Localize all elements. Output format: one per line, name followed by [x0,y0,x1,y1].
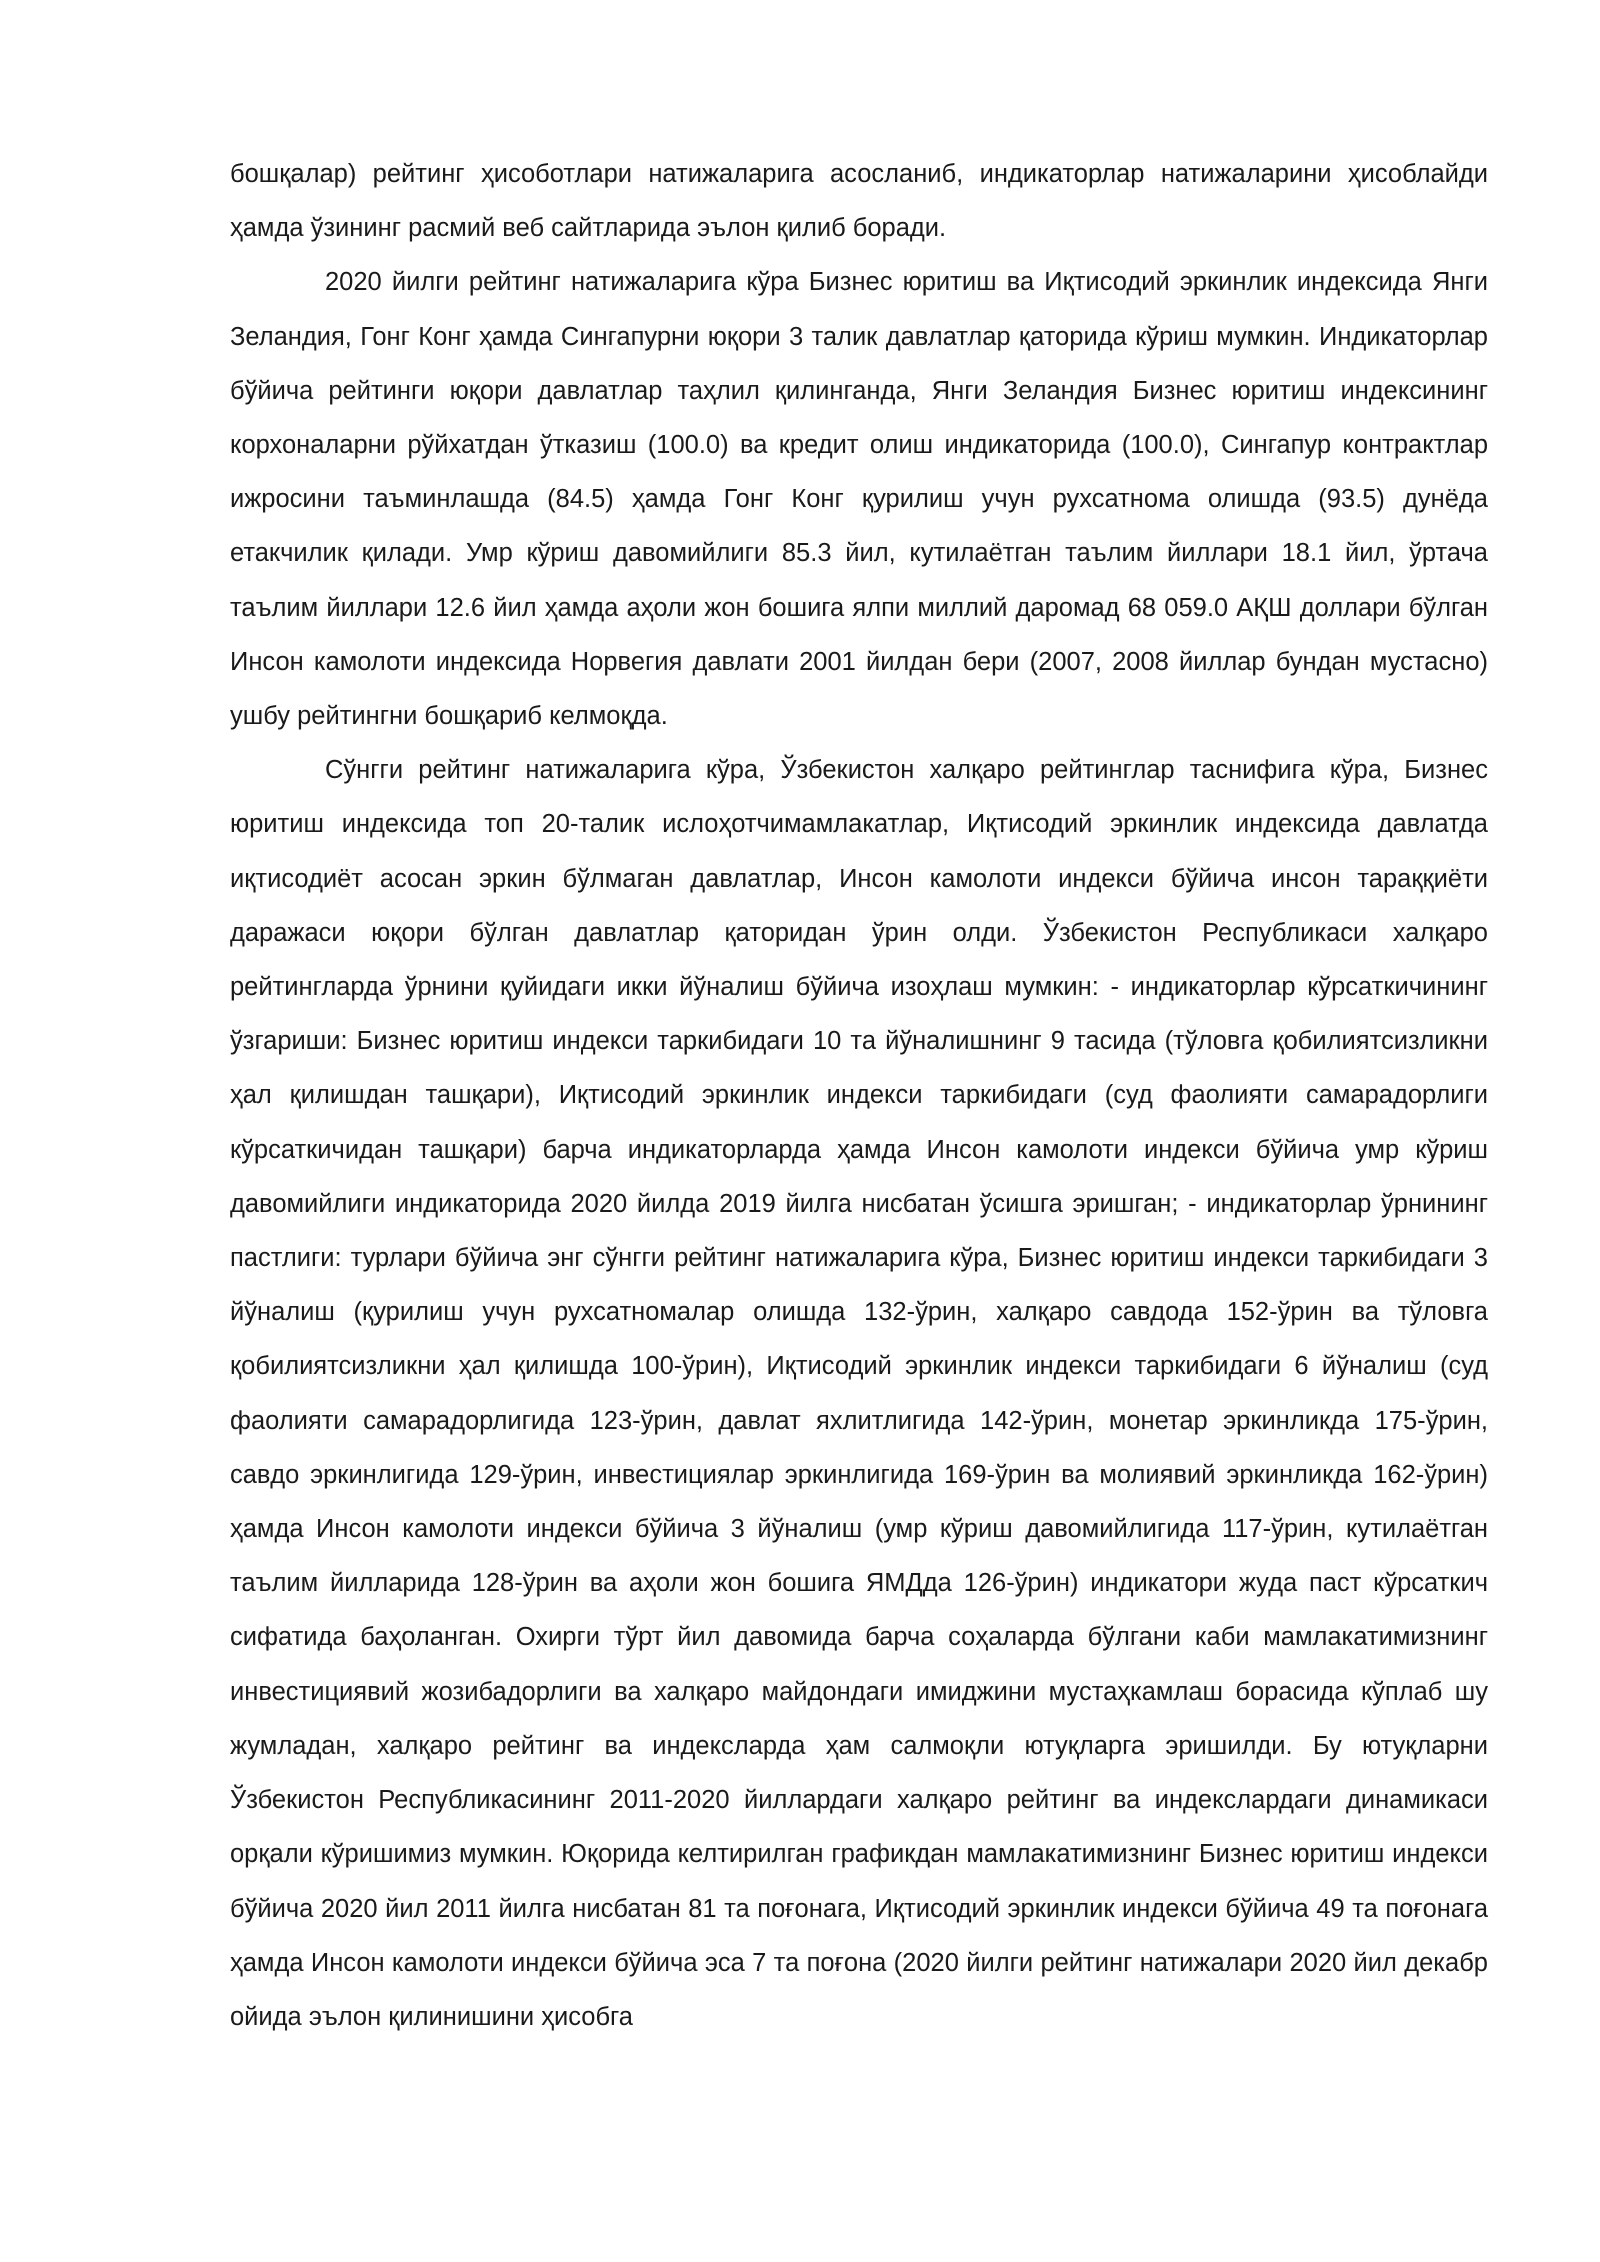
paragraph-continuation: бошқалар) рейтинг ҳисоботлари натижаларига асосланиб, индикаторлар натижаларини ҳисоблайди ҳамда ўзининг расмий веб сайтларида эълон қилиб боради. [230,160,1488,243]
paragraph-uzbekistan-ratings: Сўнгги рейтинг натижаларига кўра, Ўзбекистон халқаро рейтинглар таснифига кўра, Бизнес юритиш индексида топ 20-талик ислоҳотчимамлакатлар, Иқтисодий эркинлик индексида давлатда иқтисодиёт асосан эркин бўлмаган давлатлар, Инсон камолоти индекси бўйича инсон тараққиёти даражаси юқори бўлган давлатлар қаторидан ўрин олди. Ўзбекистон Республикаси халқаро рейтингларда ўрнини қуйидаги икки йўналиш бўйича изоҳлаш мумкин: - индикаторлар кўрсаткичининг ўзгариши: Бизнес юритиш индекси таркибидаги 10 та йўналишнинг 9 тасида (тўловга қобилиятсизликни ҳал қилишдан ташқари), Иқтисодий эркинлик индекси таркибидаги (суд фаолияти самарадорлиги кўрсаткичидан ташқари) барча индикаторларда ҳамда Инсон камолоти индекси бўйича умр кўриш давомийлиги индикаторида 2020 йилда 2019 йилга нисбатан ўсишга эришган; - индикаторлар ўрнининг пастлиги: турлари бўйича энг сўнгги рейтинг натижаларига кўра, Бизнес юритиш индекси таркибидаги 3 йўналиш (қурилиш учун рухсатномалар олишда 132-ўрин, халқаро савдода 152-ўрин ва тўловга қобилиятсизликни ҳал қилишда 100-ўрин), Иқтисодий эркинлик индекси таркибидаги 6 йўналиш (суд фаолияти самарадорлигида 123-ўрин, давлат яхлитлигида 142-ўрин, монетар эркинликда 175-ўрин, савдо эркинлигида 129-ўрин, инвестициялар эркинлигида 169-ўрин ва молиявий эркинликда 162-ўрин) ҳамда Инсон камолоти индекси бўйича 3 йўналиш (умр кўриш давомийлигида 117-ўрин, кутилаётган таълим йилларида 128-ўрин ва аҳоли жон бошига ЯМДда 126-ўрин) индикатори жуда паст кўрсаткич сифатида баҳоланган. Охирги тўрт йил давомида барча соҳаларда бўлгани каби мамлакатимизнинг инвестициявий жозибадорлиги ва халқаро майдондаги имиджини мустаҳкамлаш борасида кўплаб шу жумладан, халқаро рейтинг ва индексларда ҳам салмоқли ютуқларга эришилди. Бу ютуқларни Ўзбекистон Республикасининг 2011-2020 йиллардаги халқаро рейтинг ва индекслардаги динамикаси орқали кўришимиз мумкин. Юқорида келтирилган графикдан мамлакатимизнинг Бизнес юритиш индекси бўйича 2020 йил 2011 йилга нисбатан 81 та поғонага, Иқтисодий эркинлик индекси бўйича 49 та поғонага ҳамда Инсон камолоти индекси бўйича эса 7 та поғона (2020 йилги рейтинг натижалари 2020 йил декабр ойида эълон қилинишини ҳисобга [230,756,1488,2031]
body-text [230,147,1488,2044]
paragraph-rating-results-2020: 2020 йилги рейтинг натижаларига кўра Бизнес юритиш ва Иқтисодий эркинлик индексида Янги Зеландия, Гонг Конг ҳамда Сингапурни юқори 3 талик давлатлар қаторида кўриш мумкин. Индикаторлар бўйича рейтинги юқори давлатлар таҳлил қилинганда, Янги Зеландия Бизнес юритиш индексининг корхоналарни рўйхатдан ўтказиш (100.0) ва кредит олиш индикаторида (100.0), Сингапур контрактлар ижросини таъминлашда (84.5) ҳамда Гонг Конг қурилиш учун рухсатнома олишда (93.5) дунёда етакчилик қилади. Умр кўриш давомийлиги 85.3 йил, кутилаётган таълим йиллари 18.1 йил, ўртача таълим йиллари 12.6 йил ҳамда аҳоли жон бошига ялпи миллий даромад 68 059.0 АҚШ доллари бўлган Инсон камолоти индексида Норвегия давлати 2001 йилдан бери (2007, 2008 йиллар бундан мустасно) ушбу рейтингни бошқариб келмоқда. [230,268,1488,731]
